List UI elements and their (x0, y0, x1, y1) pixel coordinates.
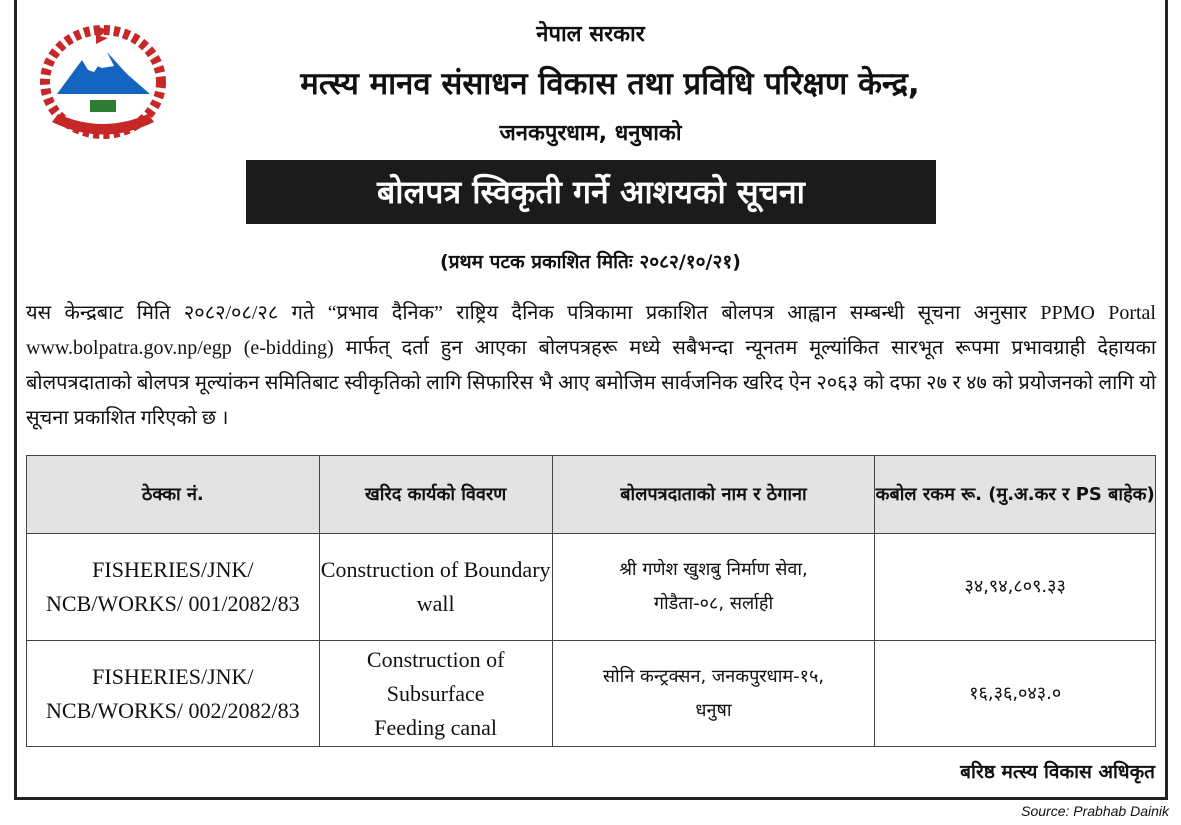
bidder: सोनि कन्ट्रक्सन, जनकपुरधाम-१५, धनुषा (552, 641, 875, 747)
source-credit: Source: Prabhab Dainik (1021, 803, 1169, 819)
table-header-row (27, 456, 1156, 534)
organization-name: मत्स्य मानव संसाधन विकास तथा प्रविधि परिक्षण केन्द्र, (300, 66, 920, 102)
signatory-title: बरिष्ठ मत्स्य विकास अधिकृत (960, 761, 1155, 783)
work-description: Construction of Subsurface Feeding canal (319, 641, 552, 747)
contract-no: FISHERIES/JNK/ NCB/WORKS/ 002/2082/83 (27, 641, 320, 747)
table-row (27, 534, 1156, 641)
notice-body (26, 296, 1156, 436)
bolpatra-link[interactable]: www.bolpatra.gov.np/egp (26, 337, 232, 359)
header-contract-no: ठेक्का नं. (27, 456, 320, 534)
header-bidder: बोलपत्रदाताको नाम र ठेगाना (552, 456, 875, 534)
work-description: Construction of Boundary wall (319, 534, 552, 641)
notice-title: बोलपत्र स्विकृती गर्ने आशयको सूचना (246, 160, 936, 224)
bidder: श्री गणेश खुशबु निर्माण सेवा, गोडैता-०८, सर्लाही (552, 534, 875, 641)
body-text: (e-bidding) मार्फत् दर्ता हुन आएका बोलपत्रहरू मध्ये सबैभन्दा न्यूनतम मूल्यांकित सारभूत रूपमा प्रभावग्राही देहायका बोलपत्रदाताको बोलपत्र मूल्यांकन समितिबाट स्वीकृतिको लागि सिफारिस भै आए बमोजिम सार्वजनिक खरिद ऐन २०६३ को दफा २७ र ४७ को प्रयोजनको लागि यो सूचना प्रकाशित गरिएको छ । (26, 337, 1156, 429)
publication-date: (प्रथम पटक प्रकाशित मितिः २०८२/१०/२१) (440, 251, 741, 273)
header-work-description: खरिद कार्यको विवरण (319, 456, 552, 534)
organization-location: जनकपुरधाम, धनुषाको (499, 121, 682, 146)
body-text: यस केन्द्रबाट मिति २०८२/०८/२८ गते “प्रभाव दैनिक” राष्ट्रिय दैनिक पत्रिकामा प्रकाशित बोलपत्र आह्वान सम्बन्धी सूचना अनुसार PPMO Portal (26, 302, 1156, 324)
header-bid-amount: कबोल रकम रू. (मु.अ.कर र PS बाहेक) (875, 456, 1156, 534)
table-row (27, 641, 1156, 747)
contract-no: FISHERIES/JNK/ NCB/WORKS/ 001/2082/83 (27, 534, 320, 641)
government-name: नेपाल सरकार (536, 22, 645, 47)
bid-amount: ३४,९४,८०९.३३ (875, 534, 1156, 641)
bid-amount: १६,३६,०४३.० (875, 641, 1156, 747)
award-table (26, 455, 1156, 747)
